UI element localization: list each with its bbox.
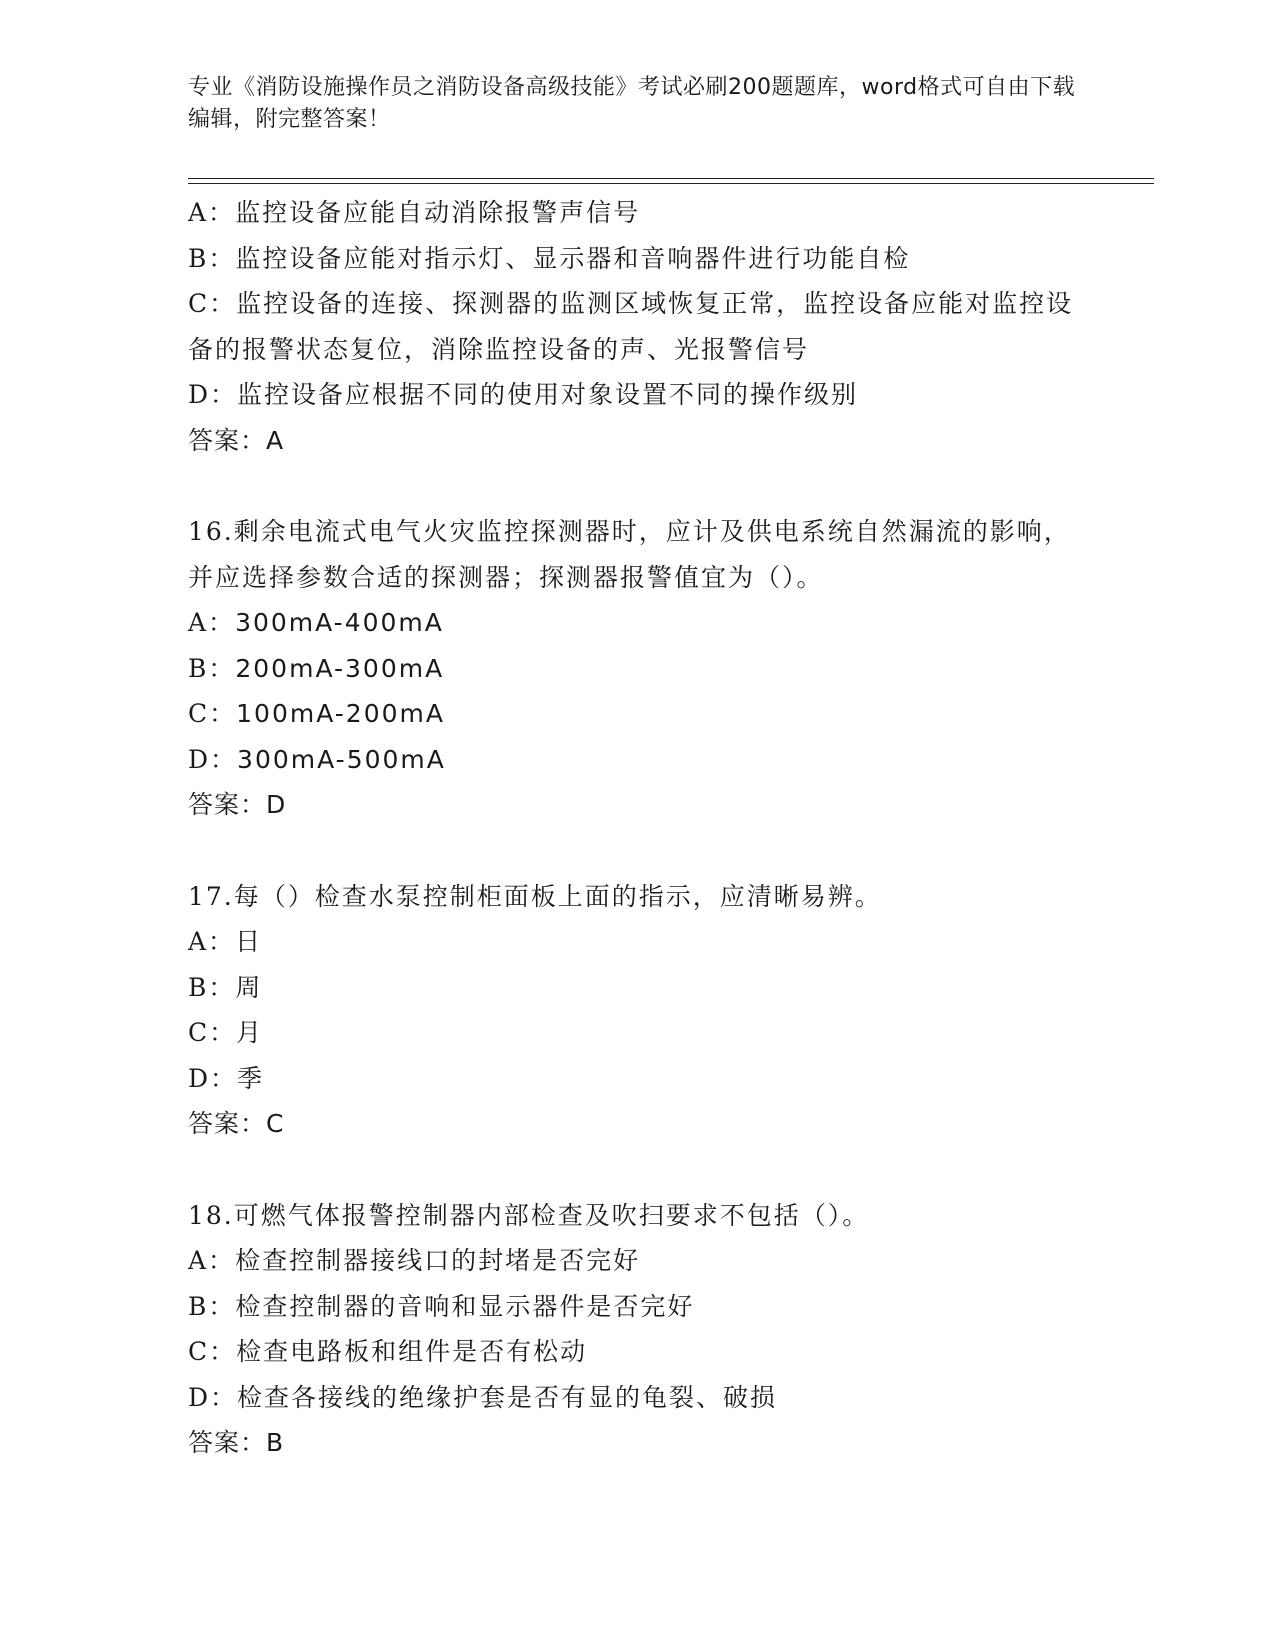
question-18 (188, 1193, 1088, 1466)
question-number: 17. (188, 881, 234, 911)
question-number: 16. (188, 517, 234, 546)
option-b: B：200mA-300mA (188, 653, 445, 683)
option-b: B：周 (188, 972, 263, 1002)
answer: 答案：B (188, 1428, 285, 1457)
option-a: A：300mA-400mA (188, 608, 444, 637)
option-c: C：100mA-200mA (188, 699, 445, 728)
option-c: C：月 (188, 1018, 264, 1047)
question-number: 18. (188, 1200, 234, 1230)
spacer (188, 828, 1088, 874)
option-a: A：监控设备应能自动消除报警声信号 (188, 198, 641, 227)
option-d: D：检查各接线的绝缘护套是否有显的龟裂、破损 (188, 1382, 778, 1412)
spacer (188, 1147, 1088, 1193)
question-text: 可燃气体报警控制器内部检查及吹扫要求不包括（）。 (233, 1200, 870, 1230)
header-rule-bottom (188, 183, 1154, 184)
answer: 答案：D (188, 790, 287, 819)
spacer (188, 463, 1088, 509)
option-d: D：监控设备应根据不同的使用对象设置不同的操作级别 (188, 380, 859, 409)
question-text: 每（）检查水泵控制柜面板上面的指示，应清晰易辨。 (233, 881, 882, 911)
option-a: A：检查控制器接线口的封堵是否完好 (188, 1246, 641, 1275)
document-body (188, 190, 1088, 1466)
question-stem (188, 874, 1088, 920)
answer: 答案：C (188, 1109, 285, 1138)
document-header (188, 72, 1088, 136)
option-d: D：300mA-500mA (188, 744, 446, 774)
option-b: B：检查控制器的音响和显示器件是否完好 (188, 1291, 695, 1321)
header-title: 专业《消防设施操作员之消防设备高级技能》考试必刷200题题库，word格式可自由下载编辑，附完整答案！ (188, 75, 1076, 132)
answer: 答案：A (188, 425, 285, 455)
header-rule-top (188, 178, 1154, 179)
question-17 (188, 874, 1088, 1147)
question-16 (188, 509, 1088, 828)
option-d: D：季 (188, 1063, 265, 1093)
question-15-continued (188, 190, 1088, 463)
option-a: A：日 (188, 927, 263, 956)
option-b: B：监控设备应能对指示灯、显示器和音响器件进行功能自检 (188, 243, 911, 273)
question-text: 剩余电流式电气火灾监控探测器时，应计及供电系统自然漏流的影响，并应选择参数合适的探测器；探测器报警值宜为（）。 (188, 517, 1071, 592)
option-c: C：监控设备的连接、探测器的监测区域恢复正常，监控设备应能对监控设备的报警状态复位，消除监控设备的声、光报警信号 (188, 289, 1074, 364)
question-stem (188, 509, 1088, 600)
question-stem (188, 1193, 1088, 1239)
option-c: C：检查电路板和组件是否有松动 (188, 1337, 588, 1366)
